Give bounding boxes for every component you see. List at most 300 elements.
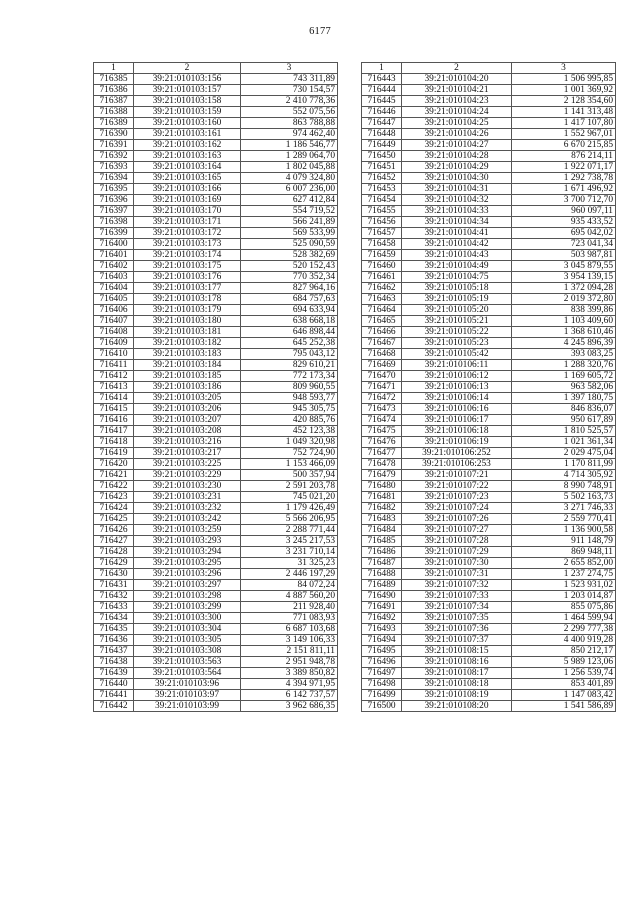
table-row xyxy=(362,701,616,712)
table-row xyxy=(362,206,616,217)
record-number-cell: 716437 xyxy=(94,646,134,657)
record-number-cell: 716434 xyxy=(94,613,134,624)
table-row xyxy=(94,316,338,327)
value-cell: 566 241,89 xyxy=(241,217,338,228)
value-cell: 4 245 896,39 xyxy=(512,338,616,349)
cadastral-number-cell: 39:21:010103:163 xyxy=(134,151,241,162)
cadastral-number-cell: 39:21:010103:563 xyxy=(134,657,241,668)
cadastral-number-cell: 39:21:010104:26 xyxy=(402,129,512,140)
table-row xyxy=(94,74,338,85)
table-row xyxy=(94,294,338,305)
value-cell: 6 007 236,00 xyxy=(241,184,338,195)
value-cell: 684 757,63 xyxy=(241,294,338,305)
value-cell: 6 142 737,57 xyxy=(241,690,338,701)
record-number-cell: 716455 xyxy=(362,206,402,217)
record-number-cell: 716428 xyxy=(94,547,134,558)
value-cell: 1 922 071,17 xyxy=(512,162,616,173)
record-number-cell: 716393 xyxy=(94,162,134,173)
cadastral-number-cell: 39:21:010107:27 xyxy=(402,525,512,536)
value-cell: 1 179 426,49 xyxy=(241,503,338,514)
value-cell: 3 149 106,33 xyxy=(241,635,338,646)
cadastral-number-cell: 39:21:010104:30 xyxy=(402,173,512,184)
value-cell: 2 410 778,36 xyxy=(241,96,338,107)
table-row xyxy=(362,151,616,162)
value-cell: 1 372 094,28 xyxy=(512,283,616,294)
value-cell: 1 802 045,88 xyxy=(241,162,338,173)
cadastral-number-cell: 39:21:010107:33 xyxy=(402,591,512,602)
record-number-cell: 716402 xyxy=(94,261,134,272)
cadastral-number-cell: 39:21:010103:298 xyxy=(134,591,241,602)
table-row xyxy=(362,239,616,250)
value-cell: 3 389 850,82 xyxy=(241,668,338,679)
value-cell: 770 352,34 xyxy=(241,272,338,283)
table-row xyxy=(94,305,338,316)
record-number-cell: 716432 xyxy=(94,591,134,602)
cadastral-number-cell: 39:21:010103:208 xyxy=(134,426,241,437)
record-number-cell: 716404 xyxy=(94,283,134,294)
cadastral-number-cell: 39:21:010103:166 xyxy=(134,184,241,195)
cadastral-number-cell: 39:21:010103:296 xyxy=(134,569,241,580)
record-number-cell: 716457 xyxy=(362,228,402,239)
cadastral-number-cell: 39:21:010103:177 xyxy=(134,283,241,294)
table-row xyxy=(362,107,616,118)
cadastral-number-cell: 39:21:010103:308 xyxy=(134,646,241,657)
cadastral-number-cell: 39:21:010105:18 xyxy=(402,283,512,294)
cadastral-number-cell: 39:21:010103:294 xyxy=(134,547,241,558)
record-number-cell: 716451 xyxy=(362,162,402,173)
record-number-cell: 716445 xyxy=(362,96,402,107)
record-number-cell: 716425 xyxy=(94,514,134,525)
record-number-cell: 716422 xyxy=(94,481,134,492)
record-number-cell: 716465 xyxy=(362,316,402,327)
table-row xyxy=(362,525,616,536)
table-row xyxy=(362,327,616,338)
value-cell: 863 788,88 xyxy=(241,118,338,129)
record-number-cell: 716423 xyxy=(94,492,134,503)
right-table-body xyxy=(362,63,616,712)
cadastral-number-cell: 39:21:010108:19 xyxy=(402,690,512,701)
record-number-cell: 716401 xyxy=(94,250,134,261)
cadastral-number-cell: 39:21:010104:31 xyxy=(402,184,512,195)
value-cell: 950 617,89 xyxy=(512,415,616,426)
cadastral-number-cell: 39:21:010106:11 xyxy=(402,360,512,371)
table-row xyxy=(94,481,338,492)
cadastral-number-cell: 39:21:010103:295 xyxy=(134,558,241,569)
value-cell: 2 019 372,80 xyxy=(512,294,616,305)
table-row xyxy=(94,382,338,393)
value-cell: 960 097,11 xyxy=(512,206,616,217)
cadastral-number-cell: 39:21:010103:169 xyxy=(134,195,241,206)
table-row xyxy=(94,602,338,613)
table-row xyxy=(94,580,338,591)
record-number-cell: 716460 xyxy=(362,261,402,272)
cadastral-number-cell: 39:21:010103:165 xyxy=(134,173,241,184)
record-number-cell: 716405 xyxy=(94,294,134,305)
table-row xyxy=(94,107,338,118)
table-row xyxy=(362,316,616,327)
record-number-cell: 716468 xyxy=(362,349,402,360)
table-row xyxy=(362,371,616,382)
record-number-cell: 716491 xyxy=(362,602,402,613)
value-cell: 809 960,55 xyxy=(241,382,338,393)
cadastral-number-cell: 39:21:010105:19 xyxy=(402,294,512,305)
record-number-cell: 716387 xyxy=(94,96,134,107)
table-row xyxy=(362,228,616,239)
value-cell: 1 506 995,85 xyxy=(512,74,616,85)
table-row xyxy=(94,657,338,668)
cadastral-number-cell: 39:21:010107:37 xyxy=(402,635,512,646)
value-cell: 2 655 852,00 xyxy=(512,558,616,569)
cadastral-number-cell: 39:21:010103:297 xyxy=(134,580,241,591)
cadastral-number-cell: 39:21:010107:26 xyxy=(402,514,512,525)
value-cell: 520 152,43 xyxy=(241,261,338,272)
header-cell-1: 1 xyxy=(94,63,134,74)
record-number-cell: 716490 xyxy=(362,591,402,602)
cadastral-number-cell: 39:21:010107:34 xyxy=(402,602,512,613)
table-row xyxy=(362,382,616,393)
table-row xyxy=(362,349,616,360)
value-cell: 1 153 466,09 xyxy=(241,459,338,470)
cadastral-number-cell: 39:21:010104:34 xyxy=(402,217,512,228)
cadastral-number-cell: 39:21:010103:185 xyxy=(134,371,241,382)
table-row xyxy=(362,437,616,448)
header-cell-3: 3 xyxy=(241,63,338,74)
cadastral-number-cell: 39:21:010103:156 xyxy=(134,74,241,85)
value-cell: 1 170 811,99 xyxy=(512,459,616,470)
table-row xyxy=(94,250,338,261)
value-cell: 2 446 197,29 xyxy=(241,569,338,580)
record-number-cell: 716407 xyxy=(94,316,134,327)
cadastral-number-cell: 39:21:010104:25 xyxy=(402,118,512,129)
cadastral-number-cell: 39:21:010107:36 xyxy=(402,624,512,635)
table-row xyxy=(362,415,616,426)
record-number-cell: 716439 xyxy=(94,668,134,679)
record-number-cell: 716493 xyxy=(362,624,402,635)
cadastral-number-cell: 39:21:010108:18 xyxy=(402,679,512,690)
value-cell: 1 552 967,01 xyxy=(512,129,616,140)
table-row xyxy=(362,272,616,283)
value-cell: 1 397 180,75 xyxy=(512,393,616,404)
value-cell: 4 887 560,20 xyxy=(241,591,338,602)
value-cell: 3 231 710,14 xyxy=(241,547,338,558)
table-row xyxy=(94,646,338,657)
table-row xyxy=(362,360,616,371)
value-cell: 1 001 369,92 xyxy=(512,85,616,96)
table-row xyxy=(94,525,338,536)
table-row xyxy=(362,404,616,415)
cadastral-number-cell: 39:21:010103:160 xyxy=(134,118,241,129)
value-cell: 2 591 203,78 xyxy=(241,481,338,492)
table-row xyxy=(362,459,616,470)
value-cell: 3 700 712,70 xyxy=(512,195,616,206)
record-number-cell: 716391 xyxy=(94,140,134,151)
value-cell: 935 433,52 xyxy=(512,217,616,228)
record-number-cell: 716467 xyxy=(362,338,402,349)
table-row xyxy=(362,173,616,184)
value-cell: 1 141 313,48 xyxy=(512,107,616,118)
table-row xyxy=(94,679,338,690)
record-number-cell: 716427 xyxy=(94,536,134,547)
table-row xyxy=(362,426,616,437)
value-cell: 3 245 217,53 xyxy=(241,536,338,547)
record-number-cell: 716446 xyxy=(362,107,402,118)
right-register-table xyxy=(361,62,616,712)
record-number-cell: 716403 xyxy=(94,272,134,283)
cadastral-number-cell: 39:21:010103:225 xyxy=(134,459,241,470)
table-row xyxy=(362,679,616,690)
record-number-cell: 716398 xyxy=(94,217,134,228)
value-cell: 723 041,34 xyxy=(512,239,616,250)
value-cell: 1 288 320,76 xyxy=(512,360,616,371)
record-number-cell: 716499 xyxy=(362,690,402,701)
record-number-cell: 716482 xyxy=(362,503,402,514)
table-row xyxy=(94,239,338,250)
record-number-cell: 716417 xyxy=(94,426,134,437)
table-row xyxy=(362,470,616,481)
table-row xyxy=(94,228,338,239)
table-row xyxy=(94,690,338,701)
record-number-cell: 716498 xyxy=(362,679,402,690)
table-row xyxy=(362,129,616,140)
cadastral-number-cell: 39:21:010103:186 xyxy=(134,382,241,393)
record-number-cell: 716410 xyxy=(94,349,134,360)
table-row xyxy=(94,85,338,96)
value-cell: 5 502 163,73 xyxy=(512,492,616,503)
table-row xyxy=(94,129,338,140)
record-number-cell: 716469 xyxy=(362,360,402,371)
cadastral-number-cell: 39:21:010103:170 xyxy=(134,206,241,217)
record-number-cell: 716436 xyxy=(94,635,134,646)
header-cell-3: 3 xyxy=(512,63,616,74)
value-cell: 6 670 215,85 xyxy=(512,140,616,151)
record-number-cell: 716424 xyxy=(94,503,134,514)
cadastral-number-cell: 39:21:010103:181 xyxy=(134,327,241,338)
table-row xyxy=(94,536,338,547)
value-cell: 827 964,16 xyxy=(241,283,338,294)
table-row xyxy=(362,305,616,316)
value-cell: 855 075,86 xyxy=(512,602,616,613)
header-cell-2: 2 xyxy=(402,63,512,74)
table-row xyxy=(94,393,338,404)
table-row xyxy=(94,437,338,448)
value-cell: 1 186 546,77 xyxy=(241,140,338,151)
cadastral-number-cell: 39:21:010103:216 xyxy=(134,437,241,448)
cadastral-number-cell: 39:21:010104:41 xyxy=(402,228,512,239)
cadastral-number-cell: 39:21:010103:161 xyxy=(134,129,241,140)
value-cell: 84 072,24 xyxy=(241,580,338,591)
table-row xyxy=(362,569,616,580)
cadastral-number-cell: 39:21:010103:184 xyxy=(134,360,241,371)
record-number-cell: 716406 xyxy=(94,305,134,316)
cadastral-number-cell: 39:21:010106:252 xyxy=(402,448,512,459)
cadastral-number-cell: 39:21:010107:35 xyxy=(402,613,512,624)
record-number-cell: 716466 xyxy=(362,327,402,338)
record-number-cell: 716395 xyxy=(94,184,134,195)
cadastral-number-cell: 39:21:010105:20 xyxy=(402,305,512,316)
record-number-cell: 716390 xyxy=(94,129,134,140)
cadastral-number-cell: 39:21:010103:293 xyxy=(134,536,241,547)
record-number-cell: 716480 xyxy=(362,481,402,492)
record-number-cell: 716430 xyxy=(94,569,134,580)
cadastral-number-cell: 39:21:010103:182 xyxy=(134,338,241,349)
value-cell: 876 214,11 xyxy=(512,151,616,162)
cadastral-number-cell: 39:21:010103:207 xyxy=(134,415,241,426)
table-row xyxy=(362,294,616,305)
record-number-cell: 716486 xyxy=(362,547,402,558)
value-cell: 853 401,89 xyxy=(512,679,616,690)
cadastral-number-cell: 39:21:010103:205 xyxy=(134,393,241,404)
value-cell: 646 898,44 xyxy=(241,327,338,338)
cadastral-number-cell: 39:21:010105:23 xyxy=(402,338,512,349)
value-cell: 31 325,23 xyxy=(241,558,338,569)
value-cell: 500 357,94 xyxy=(241,470,338,481)
record-number-cell: 716464 xyxy=(362,305,402,316)
cadastral-number-cell: 39:21:010106:18 xyxy=(402,426,512,437)
record-number-cell: 716399 xyxy=(94,228,134,239)
record-number-cell: 716450 xyxy=(362,151,402,162)
record-number-cell: 716421 xyxy=(94,470,134,481)
cadastral-number-cell: 39:21:010103:242 xyxy=(134,514,241,525)
cadastral-number-cell: 39:21:010105:42 xyxy=(402,349,512,360)
cadastral-number-cell: 39:21:010107:31 xyxy=(402,569,512,580)
record-number-cell: 716489 xyxy=(362,580,402,591)
record-number-cell: 716473 xyxy=(362,404,402,415)
value-cell: 1 810 525,57 xyxy=(512,426,616,437)
cadastral-number-cell: 39:21:010104:27 xyxy=(402,140,512,151)
value-cell: 1 169 605,72 xyxy=(512,371,616,382)
cadastral-number-cell: 39:21:010103:175 xyxy=(134,261,241,272)
record-number-cell: 716411 xyxy=(94,360,134,371)
cadastral-number-cell: 39:21:010103:180 xyxy=(134,316,241,327)
cadastral-number-cell: 39:21:010103:173 xyxy=(134,239,241,250)
cadastral-number-cell: 39:21:010103:564 xyxy=(134,668,241,679)
record-number-cell: 716438 xyxy=(94,657,134,668)
record-number-cell: 716474 xyxy=(362,415,402,426)
record-number-cell: 716475 xyxy=(362,426,402,437)
record-number-cell: 716458 xyxy=(362,239,402,250)
cadastral-number-cell: 39:21:010103:162 xyxy=(134,140,241,151)
cadastral-number-cell: 39:21:010104:21 xyxy=(402,85,512,96)
record-number-cell: 716431 xyxy=(94,580,134,591)
record-number-cell: 716420 xyxy=(94,459,134,470)
value-cell: 1 541 586,89 xyxy=(512,701,616,712)
value-cell: 452 123,38 xyxy=(241,426,338,437)
record-number-cell: 716397 xyxy=(94,206,134,217)
cadastral-number-cell: 39:21:010103:299 xyxy=(134,602,241,613)
value-cell: 1 671 496,92 xyxy=(512,184,616,195)
value-cell: 829 610,21 xyxy=(241,360,338,371)
cadastral-number-cell: 39:21:010103:99 xyxy=(134,701,241,712)
record-number-cell: 716494 xyxy=(362,635,402,646)
record-number-cell: 716433 xyxy=(94,602,134,613)
value-cell: 1 237 274,75 xyxy=(512,569,616,580)
value-cell: 552 075,56 xyxy=(241,107,338,118)
table-row xyxy=(94,492,338,503)
value-cell: 1 103 409,60 xyxy=(512,316,616,327)
value-cell: 1 203 014,87 xyxy=(512,591,616,602)
value-cell: 2 029 475,04 xyxy=(512,448,616,459)
cadastral-number-cell: 39:21:010104:49 xyxy=(402,261,512,272)
record-number-cell: 716483 xyxy=(362,514,402,525)
record-number-cell: 716485 xyxy=(362,536,402,547)
value-cell: 8 990 748,91 xyxy=(512,481,616,492)
cadastral-number-cell: 39:21:010107:30 xyxy=(402,558,512,569)
value-cell: 771 083,93 xyxy=(241,613,338,624)
cadastral-number-cell: 39:21:010107:21 xyxy=(402,470,512,481)
table-row xyxy=(362,690,616,701)
value-cell: 1 049 320,98 xyxy=(241,437,338,448)
cadastral-number-cell: 39:21:010106:253 xyxy=(402,459,512,470)
value-cell: 1 523 931,02 xyxy=(512,580,616,591)
record-number-cell: 716488 xyxy=(362,569,402,580)
value-cell: 5 989 123,06 xyxy=(512,657,616,668)
record-number-cell: 716429 xyxy=(94,558,134,569)
table-row xyxy=(94,470,338,481)
table-row xyxy=(94,547,338,558)
table-row xyxy=(362,514,616,525)
value-cell: 645 252,38 xyxy=(241,338,338,349)
cadastral-number-cell: 39:21:010106:19 xyxy=(402,437,512,448)
record-number-cell: 716476 xyxy=(362,437,402,448)
table-row xyxy=(362,195,616,206)
record-number-cell: 716415 xyxy=(94,404,134,415)
record-number-cell: 716471 xyxy=(362,382,402,393)
record-number-cell: 716447 xyxy=(362,118,402,129)
cadastral-number-cell: 39:21:010103:304 xyxy=(134,624,241,635)
record-number-cell: 716454 xyxy=(362,195,402,206)
value-cell: 4 400 919,28 xyxy=(512,635,616,646)
cadastral-number-cell: 39:21:010103:178 xyxy=(134,294,241,305)
cadastral-number-cell: 39:21:010103:217 xyxy=(134,448,241,459)
table-row xyxy=(362,580,616,591)
table-row xyxy=(94,613,338,624)
record-number-cell: 716396 xyxy=(94,195,134,206)
cadastral-number-cell: 39:21:010103:171 xyxy=(134,217,241,228)
header-cell-2: 2 xyxy=(134,63,241,74)
cadastral-number-cell: 39:21:010107:29 xyxy=(402,547,512,558)
record-number-cell: 716385 xyxy=(94,74,134,85)
cadastral-number-cell: 39:21:010105:22 xyxy=(402,327,512,338)
table-row xyxy=(94,206,338,217)
cadastral-number-cell: 39:21:010104:75 xyxy=(402,272,512,283)
value-cell: 2 128 354,60 xyxy=(512,96,616,107)
cadastral-number-cell: 39:21:010104:32 xyxy=(402,195,512,206)
table-header-row xyxy=(362,63,616,74)
value-cell: 3 954 139,15 xyxy=(512,272,616,283)
table-row xyxy=(362,393,616,404)
table-row xyxy=(362,558,616,569)
value-cell: 211 928,40 xyxy=(241,602,338,613)
cadastral-number-cell: 39:21:010108:15 xyxy=(402,646,512,657)
value-cell: 393 083,25 xyxy=(512,349,616,360)
cadastral-number-cell: 39:21:010107:22 xyxy=(402,481,512,492)
table-row xyxy=(94,426,338,437)
table-row xyxy=(362,250,616,261)
table-row xyxy=(362,591,616,602)
table-row xyxy=(94,459,338,470)
value-cell: 694 633,94 xyxy=(241,305,338,316)
value-cell: 1 368 610,46 xyxy=(512,327,616,338)
value-cell: 1 021 361,34 xyxy=(512,437,616,448)
value-cell: 554 719,52 xyxy=(241,206,338,217)
record-number-cell: 716500 xyxy=(362,701,402,712)
cadastral-number-cell: 39:21:010103:305 xyxy=(134,635,241,646)
table-row xyxy=(362,85,616,96)
table-row xyxy=(94,701,338,712)
record-number-cell: 716487 xyxy=(362,558,402,569)
record-number-cell: 716426 xyxy=(94,525,134,536)
table-row xyxy=(94,217,338,228)
